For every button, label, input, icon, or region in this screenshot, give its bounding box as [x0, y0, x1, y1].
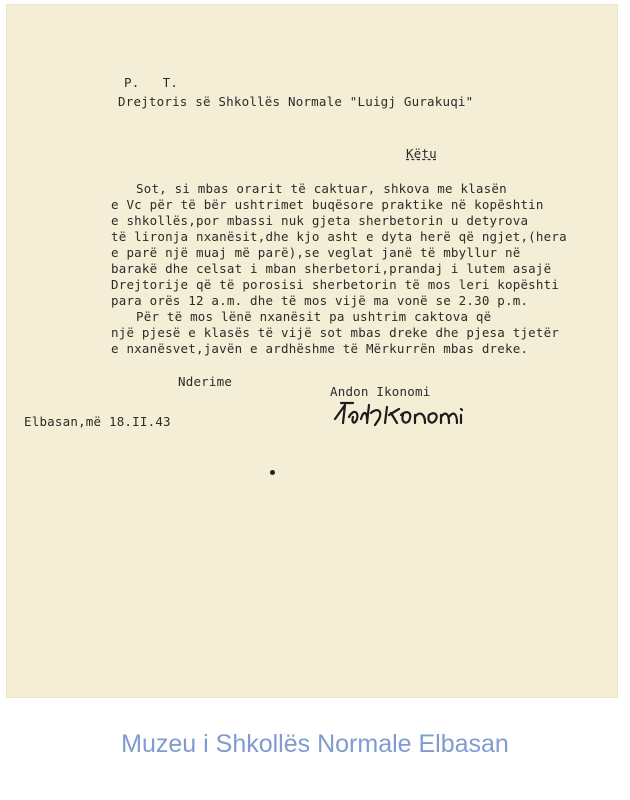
body-line: një pjesë e klasës të vijë sot mbas dreke dhe pjesa tjetër: [111, 325, 560, 340]
ink-dot: [270, 470, 275, 475]
body-line: Sot, si mbas orarit të caktuar, shkova me klasën: [136, 181, 507, 196]
handwritten-signature: [331, 397, 471, 433]
body-line: barakë dhe celsat i mban sherbetori,prandaj i lutem asajë: [111, 261, 552, 276]
location-heading: Këtu: [406, 146, 437, 161]
letter-paper: [6, 4, 618, 698]
signer-name: Andon Ikonomi: [330, 384, 431, 399]
body-line: të lironja nxanësit,dhe kjo asht e dyta herë që ngjet,(hera: [111, 229, 567, 244]
body-line: e Vc për të bër ushtrimet buqësore praktike në kopështin: [111, 197, 544, 212]
place-date: Elbasan,më 18.II.43: [24, 414, 171, 429]
closing: Nderime: [178, 374, 233, 389]
address-prefix: P. T.: [124, 75, 179, 90]
body-line: e shkollës,por mbassi nuk gjeta sherbetorin u detyrova: [111, 213, 529, 228]
body-line: Për të mos lënë nxanësit pa ushtrim caktova që: [136, 309, 492, 324]
museum-caption: Muzeu i Shkollës Normale Elbasan: [121, 730, 509, 758]
body-line: para orës 12 a.m. dhe të mos vijë ma vonë se 2.30 p.m.: [111, 293, 529, 308]
address-line: Drejtoris së Shkollës Normale "Luigj Gurakuqi": [118, 94, 474, 109]
body-line: e nxanësvet,javën e ardhëshme të Mërkurrën mbas dreke.: [111, 341, 529, 356]
body-line: Drejtorije që të porosisi sherbetorin të mos leri kopështi: [111, 277, 560, 292]
body-line: e parë një muaj më parë),se veglat janë të mbyllur në: [111, 245, 521, 260]
